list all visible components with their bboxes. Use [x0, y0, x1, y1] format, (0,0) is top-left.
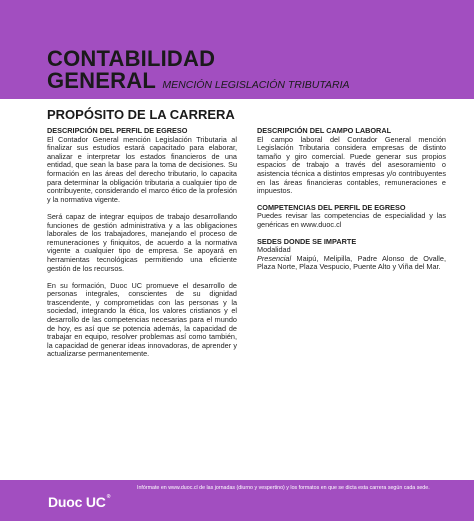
career-title-line1: CONTABILIDAD: [47, 46, 216, 71]
career-title-line2-row: [47, 69, 350, 97]
section-title-competencias: COMPETENCIAS DEL PERFIL DE EGRESO: [257, 202, 406, 212]
career-title-line2: GENERAL: [47, 68, 156, 93]
presencial-label: Presencial: [257, 253, 292, 263]
section-title-sedes: SEDES DONDE SE IMPARTE: [257, 236, 357, 246]
paragraph-competencias: Puedes revisar las competencias de especialidad y las genéricas en www.duoc.cl: [257, 211, 446, 229]
section-title-campo-laboral: DESCRIPCIÓN DEL CAMPO LABORAL: [257, 126, 392, 135]
logo-text: Duoc UC: [48, 494, 106, 510]
paragraph-perfil-2: Será capaz de integrar equipos de trabajo desarrollando funciones de gestión administrativa y a las obligaciones laborales de los trabajadores, manejando el proceso de remuneraciones y finiquitos, de acuerdo a la normativa vigente a cualquier tipo de empresa. Se apoyará en herramientas tecnológicas permitiendo una eficiente gestión de los recursos.: [47, 211, 237, 273]
sedes-list: Maipú, Melipilla, Padre Alonso de Ovalle, Plaza Norte, Plaza Vespucio, Puente Alto y Viña del Mar.: [257, 253, 446, 272]
paragraph-campo-laboral: El campo laboral del Contador General mención Legislación Tributaria considera empresas de distinto tamaño y giro comercial. Puede generar sus propios espacios de trabajo a través del asesoramiento o asistencia técnica a distintos empresas y/o contribuyentes en las áreas financieras contables, remuneraciones e impuestos.: [257, 134, 446, 196]
sedes-line: [257, 255, 446, 272]
page-heading: PROPÓSITO DE LA CARRERA: [47, 107, 235, 122]
right-column: [257, 127, 446, 272]
section-title-perfil-egreso: DESCRIPCIÓN DEL PERFIL DE EGRESO: [47, 126, 188, 135]
career-subtitle: MENCIÓN LEGISLACIÓN TRIBUTARIA: [162, 79, 350, 91]
registered-mark: ®: [106, 494, 111, 500]
duoc-uc-logo: [48, 494, 110, 510]
left-column: [47, 127, 237, 359]
paragraph-perfil-3: En su formación, Duoc UC promueve el desarrollo de personas integrales, conscientes de su dignidad trascendente, y comprometidas con las personas y la sociedad, integrando la ética, los valores cristianos y el desarrollo de las competencias necesarias para el mundo de hoy, es así que se potencia además, la capacidad de trabajar en equipo, resolver problemas así como también, la capacidad de generar ideas innovadoras, de aprender y actualizarse permanentemente.: [47, 280, 237, 359]
footer-note: Infórmate en www.duoc.cl de las jornadas (diurno y vespertino) y los formatos en que se dicta esta carrera según cada sede.: [137, 485, 430, 491]
paragraph-perfil-1: El Contador General mención Legislación Tributaria al finalizar sus estudios estará capacitado para elaborar, analizar e interpretar los estados financieros de una entidad, que sean la base para la toma de decisiones. Su formación en las áreas del derecho tributario, lo capacita para determinar la obligación tributaria a cualquier tipo de contribuyente, considerando el marco ético de la profesión y la normativa vigente.: [47, 134, 237, 204]
modalidad-label: Modalidad: [257, 245, 291, 255]
